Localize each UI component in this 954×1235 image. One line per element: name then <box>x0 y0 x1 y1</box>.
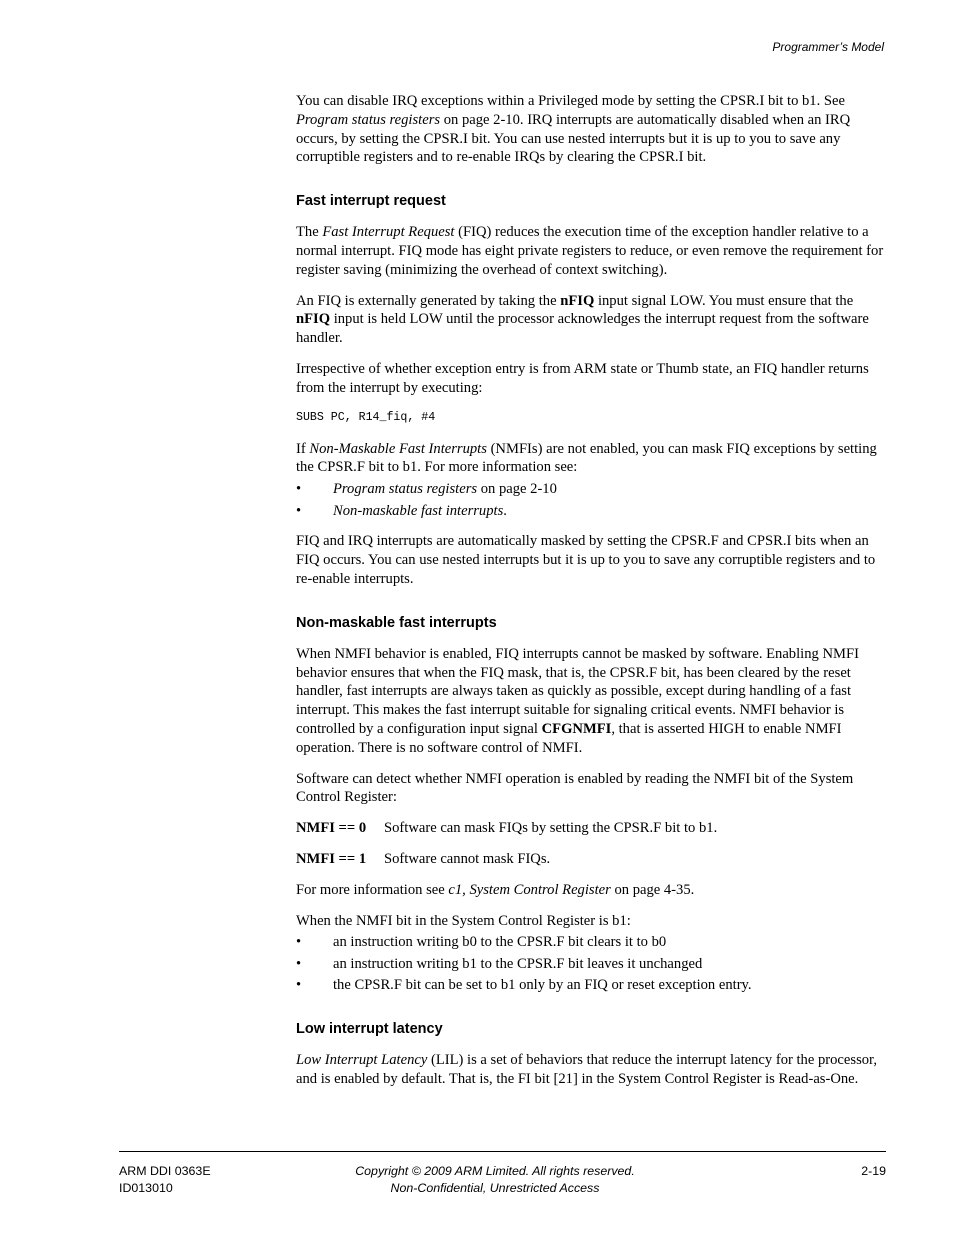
doc-id: ARM DDI 0363E <box>119 1164 211 1178</box>
footer-copyright <box>300 1163 690 1196</box>
footer-doc-ids <box>119 1163 211 1196</box>
xref-program-status-registers[interactable]: Program status registers <box>296 111 441 128</box>
bullet-glyph: • <box>296 502 302 519</box>
running-header: Programmer’s Model <box>772 40 884 54</box>
access-text: Non-Confidential, Unrestricted Access <box>390 1180 600 1195</box>
bullet-glyph: • <box>296 955 302 972</box>
list-item: • Program status registers on page 2-10 <box>296 481 557 498</box>
paragraph-fiq-irq-masked: FIQ and IRQ interrupts are automatically masked by setting the CPSR.F and CPSR.I bits when an FIQ occurs. You can use nested interrupts but it is up to you to save any corruptible registers and to re-enable interrupts. <box>296 533 876 587</box>
paragraph-irq-disable: You can disable IRQ exceptions within a Privileged mode by setting the CPSR.I bit to b1. See Program status registers on page 2-10. IRQ interrupts are automatically disabled when an IRQ occurs, by setting the CPSR.I bit. You can use nested interrupts but it is up to you to save any corruptible registers and to re-enable IRQs by clearing the CPSR.I bit. <box>296 93 851 166</box>
xref-non-maskable-fast-interrupts[interactable]: Non-maskable fast interrupts <box>333 502 504 519</box>
xref-system-control-register[interactable]: c1, System Control Register <box>448 881 611 898</box>
heading-fast-interrupt-request: Fast interrupt request <box>296 193 446 210</box>
list-item: • Non-maskable fast interrupts. <box>296 502 507 519</box>
list-item: • an instruction writing b0 to the CPSR.F bit clears it to b0 <box>296 934 667 951</box>
paragraph-nmfi-detect: Software can detect whether NMFI operation is enabled by reading the NMFI bit of the System Control Register: <box>296 770 854 806</box>
heading-non-maskable-fast-interrupts: Non-maskable fast interrupts <box>296 614 497 631</box>
paragraph-fiq-generation: An FIQ is externally generated by taking the nFIQ input signal LOW. You must ensure that the nFIQ input is held LOW until the processor acknowledges the interrupt request from the software handler. <box>296 292 869 347</box>
page-body <box>296 92 888 1100</box>
issue-id: ID013010 <box>119 1180 173 1195</box>
definition-nmfi-0: NMFI == 0 Software can mask FIQs by setting the CPSR.F bit to b1. <box>296 820 718 837</box>
paragraph-fiq-return: Irrespective of whether exception entry is from ARM state or Thumb state, an FIQ handler returns from the interrupt by executing: <box>296 360 869 396</box>
bullet-glyph: • <box>296 934 302 951</box>
paragraph-fiq-intro: The Fast Interrupt Request (FIQ) reduces the execution time of the exception handler relative to a normal interrupt. FIQ mode has eight private registers to reduce, or even remove the requirement for register saving (minimizing the overhead of context switching). <box>296 224 884 278</box>
heading-low-interrupt-latency: Low interrupt latency <box>296 1020 443 1037</box>
nmfi-behavior-list <box>296 933 888 995</box>
paragraph-nmfi-behavior: When NMFI behavior is enabled, FIQ interrupts cannot be masked by software. Enabling NMFI behavior ensures that when the FIQ mask, that is, the CPSR.F bit, has been cleared by the reset handler, fast interrupts are always taken as quickly as possible, except during handling of a fast interrupt. This makes the fast interrupt suitable for signaling critical events. NMFI behavior is controlled by a configuration input signal CFGNMFI, that is asserted HIGH to enable NMFI operation. There is no software control of NMFI. <box>296 645 859 756</box>
definition-nmfi-1: NMFI == 1 Software cannot mask FIQs. <box>296 850 551 867</box>
paragraph-nmfi-bit: When the NMFI bit in the System Control Register is b1: <box>296 912 631 929</box>
footer-divider <box>119 1151 886 1152</box>
paragraph-fiq-mask: If Non-Maskable Fast Interrupts (NMFIs) are not enabled, you can mask FIQ exceptions by setting the CPSR.F bit to b1. For more information see: <box>296 440 877 476</box>
copyright-text: Copyright © 2009 ARM Limited. All rights reserved. <box>355 1164 635 1178</box>
paragraph-nmfi-more-info: For more information see c1, System Control Register on page 4-35. <box>296 881 695 898</box>
fiq-see-list <box>296 480 888 520</box>
bullet-glyph: • <box>296 977 302 994</box>
xref-program-status-registers[interactable]: Program status registers <box>333 481 478 498</box>
code-example: SUBS PC, R14_fiq, #4 <box>296 410 436 424</box>
list-item: • an instruction writing b1 to the CPSR.F bit leaves it unchanged <box>296 955 703 972</box>
page-number: 2-19 <box>861 1164 886 1178</box>
bullet-glyph: • <box>296 481 302 498</box>
paragraph-lil: Low Interrupt Latency (LIL) is a set of behaviors that reduce the interrupt latency for the processor, and is enabled by default. That is, the FI bit [21] in the System Control Register is Read-as-One. <box>296 1051 877 1087</box>
list-item: • the CPSR.F bit can be set to b1 only by an FIQ or reset exception entry. <box>296 977 752 994</box>
